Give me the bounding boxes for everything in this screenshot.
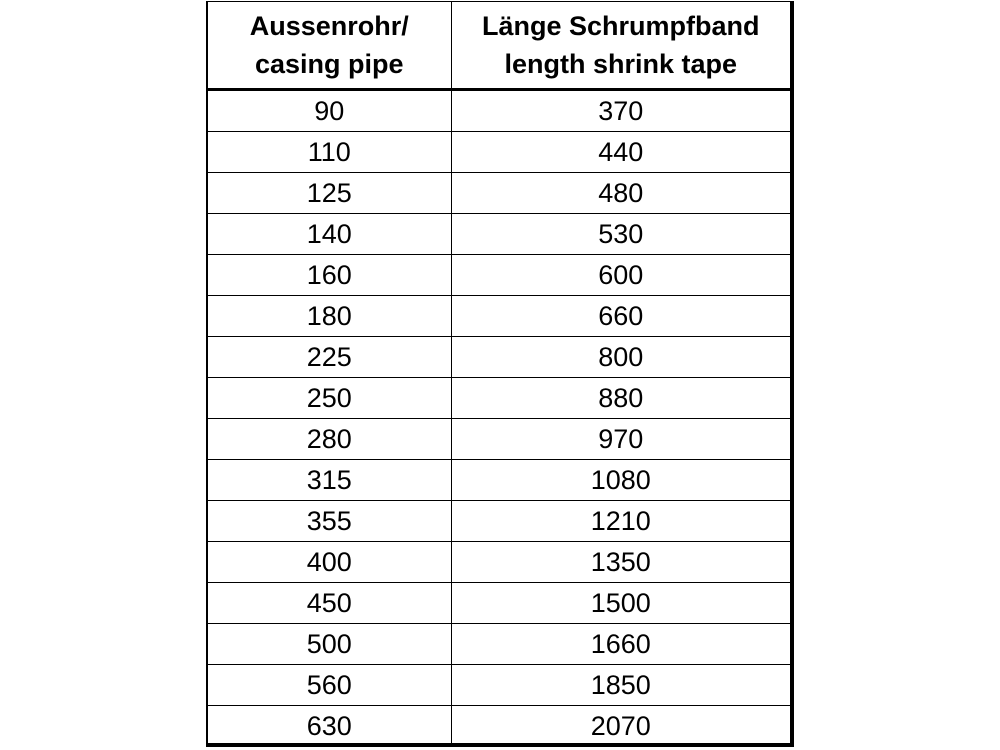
shrink-tape-length-cell: 1500 bbox=[451, 583, 790, 624]
table-row bbox=[208, 132, 790, 173]
casing-pipe-cell: 110 bbox=[208, 132, 451, 173]
casing-pipe-cell: 90 bbox=[208, 90, 451, 132]
casing-pipe-cell: 500 bbox=[208, 624, 451, 665]
table-row bbox=[208, 583, 790, 624]
header-shrink-tape-line1: Länge Schrumpfband bbox=[481, 11, 760, 41]
shrink-tape-length-cell: 600 bbox=[451, 255, 790, 296]
shrink-tape-length-cell: 660 bbox=[451, 296, 790, 337]
table-row bbox=[208, 706, 790, 747]
casing-pipe-cell: 250 bbox=[208, 378, 451, 419]
casing-pipe-cell: 225 bbox=[208, 337, 451, 378]
table-row bbox=[208, 501, 790, 542]
shrink-tape-length-cell: 530 bbox=[451, 214, 790, 255]
casing-pipe-cell: 125 bbox=[208, 173, 451, 214]
shrink-tape-length-cell: 440 bbox=[451, 132, 790, 173]
header-casing-pipe bbox=[208, 2, 451, 90]
shrink-tape-table-frame bbox=[206, 1, 794, 747]
shrink-tape-length-cell: 480 bbox=[451, 173, 790, 214]
shrink-tape-length-cell: 800 bbox=[451, 337, 790, 378]
casing-pipe-cell: 630 bbox=[208, 706, 451, 747]
table-row bbox=[208, 255, 790, 296]
header-shrink-tape-length bbox=[451, 2, 790, 90]
casing-pipe-cell: 160 bbox=[208, 255, 451, 296]
table-row bbox=[208, 296, 790, 337]
shrink-tape-length-cell: 1210 bbox=[451, 501, 790, 542]
casing-pipe-cell: 450 bbox=[208, 583, 451, 624]
table-row bbox=[208, 337, 790, 378]
table-row bbox=[208, 173, 790, 214]
shrink-tape-length-cell: 1080 bbox=[451, 460, 790, 501]
header-shrink-tape-line2: length shrink tape bbox=[504, 49, 738, 79]
shrink-tape-length-cell: 2070 bbox=[590, 710, 651, 741]
table-row bbox=[208, 378, 790, 419]
shrink-tape-length-cell: 1850 bbox=[451, 665, 790, 706]
shrink-tape-length-cell: 970 bbox=[451, 419, 790, 460]
header-casing-pipe-line1: Aussenrohr/ bbox=[249, 11, 409, 41]
casing-pipe-cell: 355 bbox=[208, 501, 451, 542]
casing-pipe-cell: 180 bbox=[208, 296, 451, 337]
casing-pipe-cell: 400 bbox=[208, 542, 451, 583]
shrink-tape-length-cell: 880 bbox=[451, 378, 790, 419]
casing-pipe-cell: 315 bbox=[208, 460, 451, 501]
shrink-tape-length-cell: 1660 bbox=[451, 624, 790, 665]
casing-pipe-cell: 280 bbox=[208, 419, 451, 460]
casing-pipe-cell: 560 bbox=[208, 665, 451, 706]
shrink-tape-table bbox=[208, 2, 790, 746]
table-row bbox=[208, 460, 790, 501]
shrink-tape-length-cell: 1350 bbox=[451, 542, 790, 583]
table-body bbox=[208, 90, 790, 747]
table-header-row bbox=[208, 2, 790, 90]
table-row bbox=[208, 90, 790, 132]
casing-pipe-cell: 140 bbox=[208, 214, 451, 255]
header-casing-pipe-line2: casing pipe bbox=[254, 49, 404, 79]
table-row bbox=[208, 542, 790, 583]
table-row bbox=[208, 214, 790, 255]
shrink-tape-length-cell: 370 bbox=[451, 90, 790, 132]
table-row bbox=[208, 419, 790, 460]
table-row bbox=[208, 624, 790, 665]
table-row bbox=[208, 665, 790, 706]
